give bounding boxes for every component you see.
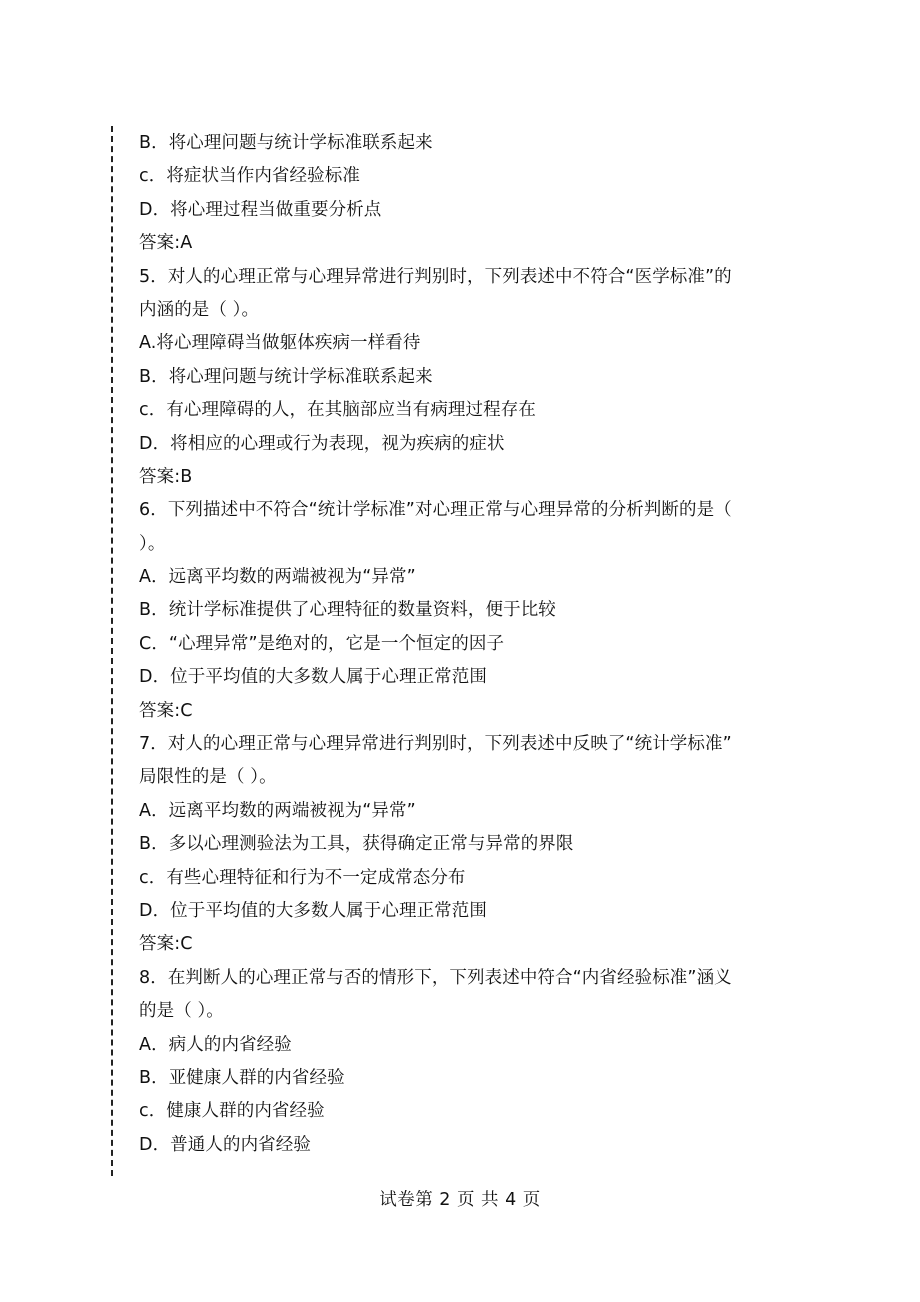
option-line: A.将心理障碍当做躯体疾病一样看待 <box>139 333 421 354</box>
option-line: D．位于平均值的大多数人属于心理正常范围 <box>139 667 487 688</box>
option-line: A．病人的内省经验 <box>139 1034 292 1055</box>
option-line: A．远离平均数的两端被视为“异常” <box>139 800 416 821</box>
option-line: A．远离平均数的两端被视为“异常” <box>139 567 416 588</box>
answer-line: 答案:C <box>139 934 193 955</box>
question-6-line-2: ）。 <box>139 533 166 554</box>
question-8-line-1: 8．在判断人的心理正常与否的情形下，下列表述中符合“内省经验标准”涵义 <box>139 967 732 988</box>
option-line: c．有心理障碍的人，在其脑部应当有病理过程存在 <box>139 400 536 421</box>
option-line: D．将心理过程当做重要分析点 <box>139 199 382 220</box>
option-line: B．多以心理测验法为工具，获得确定正常与异常的界限 <box>139 834 574 855</box>
page-footer: 试卷第 2 页 共 4 页 <box>379 1190 541 1210</box>
answer-line: 答案:C <box>139 700 193 721</box>
option-line: D．将相应的心理或行为表现，视为疾病的症状 <box>139 433 505 454</box>
option-line: C．“心理异常”是绝对的，它是一个恒定的因子 <box>139 633 505 654</box>
question-5-line-1: 5．对人的心理正常与心理异常进行判别时，下列表述中不符合“医学标准”的 <box>139 266 732 287</box>
option-line: B．将心理问题与统计学标准联系起来 <box>139 133 433 153</box>
question-8-line-2: 的是（ ）。 <box>139 1001 224 1022</box>
question-6-line-1: 6．下列描述中不符合“统计学标准”对心理正常与心理异常的分析判断的是（ <box>139 500 732 521</box>
question-7-line-1: 7．对人的心理正常与心理异常进行判别时，下列表述中反映了“统计学标准” <box>139 734 732 755</box>
question-5-line-2: 内涵的是（ ）。 <box>139 299 260 320</box>
option-line: c．将症状当作内省经验标准 <box>139 166 360 187</box>
option-line: B．统计学标准提供了心理特征的数量资料，便于比较 <box>139 600 556 621</box>
question-7-line-2: 局限性的是（ ）。 <box>139 767 277 788</box>
option-line: c．健康人群的内省经验 <box>139 1101 325 1122</box>
answer-line: 答案:A <box>139 233 193 254</box>
answer-line: 答案:B <box>139 466 193 487</box>
binding-dashed-line <box>111 126 113 1176</box>
option-line: D．位于平均值的大多数人属于心理正常范围 <box>139 900 487 921</box>
option-line: c．有些心理特征和行为不一定成常态分布 <box>139 867 466 888</box>
option-line: D．普通人的内省经验 <box>139 1134 311 1155</box>
option-line: B．亚健康人群的内省经验 <box>139 1067 345 1088</box>
option-line: B．将心理问题与统计学标准联系起来 <box>139 366 433 387</box>
exam-content <box>139 127 789 1162</box>
